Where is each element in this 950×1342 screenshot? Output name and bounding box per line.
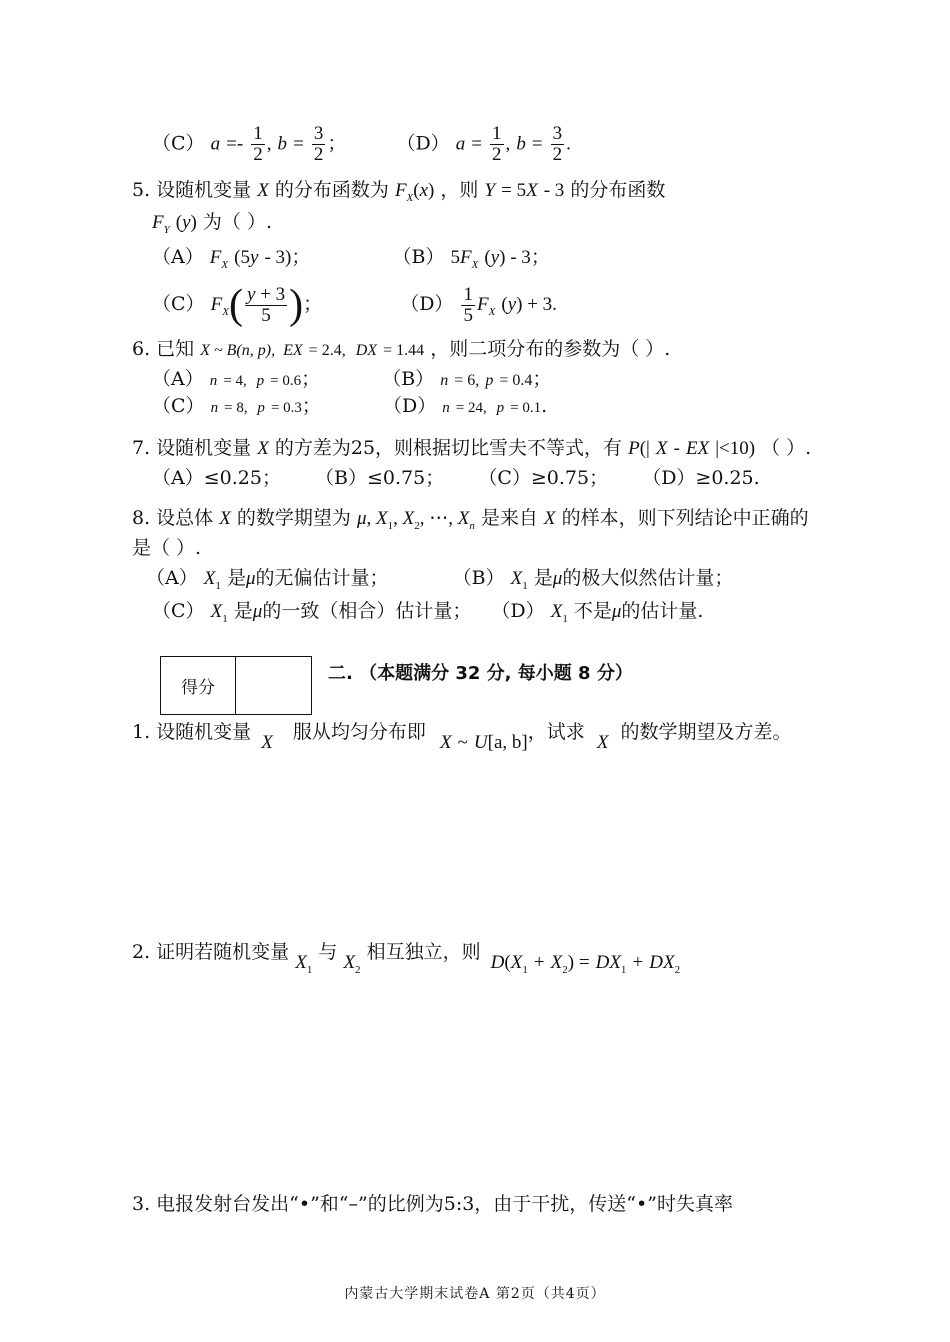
q8-is-not-text: 不是 xyxy=(573,600,612,622)
problem-1-text: 的数学期望及方差。 xyxy=(620,721,792,743)
problem-1-text: 1. 设随机变量 xyxy=(132,721,252,743)
q5-options-cd: （C） $F_X$( $\frac{y + 3}{5}$ )； （D） $\frac{1}{5}$ $F_X$ (y) + 3. xyxy=(152,282,557,328)
q7-stem-text: 的方差为25，则根据切比雪夫不等式，有 xyxy=(274,437,623,459)
q5-option-b-label: （B） xyxy=(392,246,445,268)
fraction: $\frac{1}{5}$ xyxy=(463,283,473,326)
q4-option-c-label: （C） xyxy=(152,132,205,155)
q8-options-cd: （C） $X_1$ 是μ的一致（相合）估计量； （D） $X_1$ 不是μ的估计量. xyxy=(152,600,704,625)
q5-stem-text: 的分布函数为 xyxy=(274,179,389,201)
q7-option-b: （B）≤0.75； xyxy=(315,467,445,489)
q5-stem-text: 5. 设随机变量 xyxy=(132,179,252,201)
q5-option-a-label: （A） xyxy=(152,246,204,268)
fraction: $\frac{1}{2}$ xyxy=(253,123,263,165)
q5-stem-line1: 5. 设随机变量 X 的分布函数为 $F_X(x)$ ，则 Y = 5X - 3 的分布函数 xyxy=(132,179,666,204)
page-footer: 内蒙古大学期末试卷A 第2页（共4页） xyxy=(344,1286,606,1302)
q5-stem-line2: $F_Y$ (y) 为（ ）. xyxy=(152,211,273,236)
q8-is-text: 是 xyxy=(533,567,553,589)
problem-2-text: 2. 证明若随机变量 xyxy=(132,941,290,963)
q8-option-b-label: （B） xyxy=(452,567,505,589)
q6-stem-text: ，则二项分布的参数为（ ）. xyxy=(430,338,671,360)
q7-stem-text: （ ）. xyxy=(761,437,812,459)
q4-option-c-math: a xyxy=(210,133,221,155)
q5-stem-text: ，则 xyxy=(440,179,479,201)
problem-1-text: ，试求 xyxy=(527,721,585,743)
q8-option-c-text: 的一致（相合）估计量； xyxy=(262,600,472,622)
q7-stem-text: 7. 设随机变量 xyxy=(132,437,252,459)
problem-1-text: 服从均匀分布即 xyxy=(292,721,426,743)
fraction: $\frac{1}{2}$ xyxy=(492,123,502,165)
q8-option-a-text: 的无偏估计量； xyxy=(255,567,389,589)
q8-option-c-label: （C） xyxy=(152,600,205,622)
fraction: $\frac{y + 3}{5}$ xyxy=(246,283,286,326)
problem-1: 1. 设随机变量 X 服从均匀分布即 X ~ U[a, b]，试求 X 的数学期望及方差。 xyxy=(132,721,792,753)
q8-stem-text: 8. 设总体 xyxy=(132,507,214,529)
q6-stem: 6. 已知 X ~ B(n, p), EX = 2.4, DX = 1.44 ，则二项分布的参数为（ ）. xyxy=(132,338,671,360)
problem-2-text: 与 xyxy=(318,941,338,963)
q8-option-a-label: （A） xyxy=(146,567,198,589)
q8-stem-line1: 8. 设总体 X 的数学期望为 μ, $X_1$, $X_2$, ⋯, $X_n$ 是来自 X 的样本，则下列结论中正确的 xyxy=(132,507,809,532)
q6-options-cd: （C） n = 8, p = 0.3； （D） n = 24, p = 0.1. xyxy=(152,395,548,417)
problem-2-text: 相互独立，则 xyxy=(366,941,481,963)
problem-3: 3. 电报发射台发出“•”和“–”的比例为5:3，由于干扰，传送“•”时失真率 xyxy=(132,1193,733,1215)
section-heading: 二. （本题满分 32 分, 每小题 8 分） xyxy=(328,663,633,684)
q5-stem-text: 为（ ）. xyxy=(202,211,273,233)
score-label: 得分 xyxy=(161,657,236,714)
q5-option-c-label: （C） xyxy=(152,293,205,315)
q5-options-ab: （A） $F_X$ (5y - 3)； （B） $5F_X$ (y) - 3； xyxy=(152,246,550,271)
q6-option-a-label: （A） xyxy=(152,368,204,390)
q7-options xyxy=(152,466,760,490)
q8-stem-text: 是（ ）. xyxy=(132,537,202,559)
q6-option-b-label: （B） xyxy=(382,368,435,390)
q6-stem-text: 6. 已知 xyxy=(132,338,195,360)
fraction: $\frac{3}{2}$ xyxy=(552,123,563,165)
q8-options-ab: （A） $X_1$ 是μ的无偏估计量； （B） $X_1$ 是μ的极大似然估计量； xyxy=(146,567,734,592)
q4-option-d-label: （D） xyxy=(396,132,450,155)
q5-stem-text: 的分布函数 xyxy=(570,179,666,201)
q8-stem-text: 是来自 xyxy=(480,507,538,529)
score-box xyxy=(160,656,312,715)
q7-stem: 7. 设随机变量 X 的方差为25，则根据切比雪夫不等式，有 P(| X - EX |<10) （ ）. xyxy=(132,437,812,459)
q6-option-d-label: （D） xyxy=(383,395,437,417)
q8-option-d-text: 的估计量. xyxy=(621,600,704,622)
q7-option-d: （D）≥0.25. xyxy=(642,467,760,489)
q6-options-ab: （A） n = 4, p = 0.6； （B） n = 6, p = 0.4； xyxy=(152,368,552,390)
q8-option-d-label: （D） xyxy=(491,600,545,622)
q8-is-text: 是 xyxy=(233,600,253,622)
score-value-field[interactable] xyxy=(236,657,311,714)
problem-2: 2. 证明若随机变量 $X_1$ 与 $X_2$ 相互独立，则 $D(X_1 + X_2) = DX_1 + DX_2$ xyxy=(132,941,681,976)
fraction: $\frac{3}{2}$ xyxy=(313,123,324,165)
q4-options-cd: （C） a =- $\frac{1}{2}$ , b = $\frac{3}{2}$ ； （D） a = $\frac{1}{2}$ , b = $\frac{3}{2}$ . xyxy=(152,123,571,165)
q8-stem-line2 xyxy=(132,536,201,560)
q7-option-a: （A）≤0.25； xyxy=(152,467,281,489)
q6-option-c-label: （C） xyxy=(152,395,205,417)
q8-option-b-text: 的极大似然估计量； xyxy=(562,567,734,589)
q8-is-text: 是 xyxy=(226,567,246,589)
q7-option-c: （C）≥0.75； xyxy=(478,467,609,489)
q8-stem-text: 的数学期望为 xyxy=(236,507,351,529)
q8-stem-text: 的样本，则下列结论中正确的 xyxy=(561,507,809,529)
q5-option-d-label: （D） xyxy=(400,293,454,315)
q4-option-d-math: a xyxy=(455,133,466,155)
